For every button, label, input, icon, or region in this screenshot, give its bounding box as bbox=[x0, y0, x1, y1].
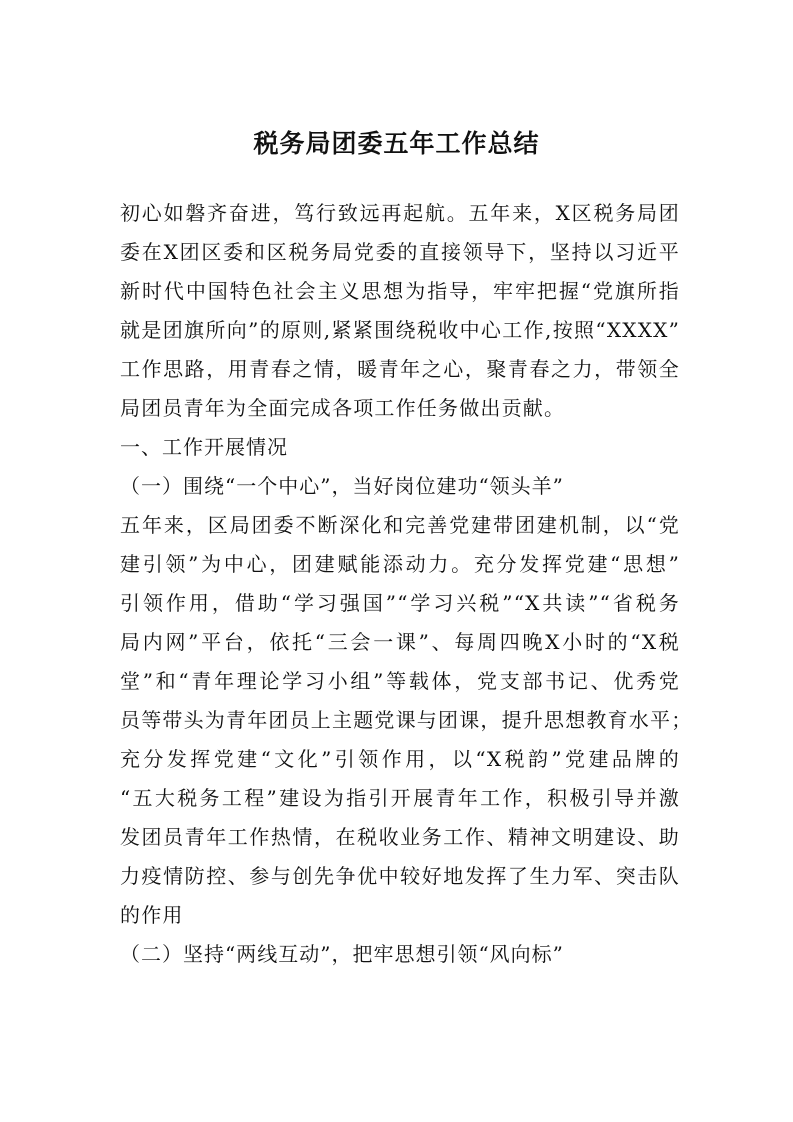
subsection-heading: （一）围绕“一个中心”，当好岗位建功“领头羊” bbox=[120, 474, 564, 498]
section-heading: 一、工作开展情况 bbox=[120, 435, 288, 459]
paragraph-line: 力疫情防控、参与创先争优中较好地发挥了生力军、突击队 bbox=[120, 864, 680, 888]
paragraph-line: 就是团旗所向”的原则,紧紧围绕税收中心工作,按照“XXXX” bbox=[120, 318, 680, 342]
paragraph-line: 建引领”为中心，团建赋能添动力。充分发挥党建“思想” bbox=[120, 552, 680, 576]
paragraph-line: 五年来，区局团委不断深化和完善党建带团建机制，以“党 bbox=[120, 513, 680, 537]
paragraph-line: 委在X团区委和区税务局党委的直接领导下，坚持以习近平 bbox=[120, 240, 680, 264]
paragraph-line: 充分发挥党建“文化”引领作用，以“X税韵”党建品牌的 bbox=[120, 747, 680, 771]
paragraph-line: 工作思路，用青春之情，暖青年之心，聚青春之力，带领全 bbox=[120, 357, 680, 381]
paragraph-line: 局团员青年为全面完成各项工作任务做出贡献。 bbox=[120, 396, 566, 420]
paragraph-line: 新时代中国特色社会主义思想为指导，牢牢把握“党旗所指 bbox=[120, 279, 680, 303]
paragraph-line: 局内网”平台，依托“三会一课”、每周四晚X小时的“X税 bbox=[120, 630, 680, 654]
document-title: 税务局团委五年工作总结 bbox=[253, 129, 540, 158]
paragraph-line: 发团员青年工作热情，在税收业务工作、精神文明建设、助 bbox=[120, 825, 680, 849]
paragraph-line: “五大税务工程”建设为指引开展青年工作，积极引导并激 bbox=[120, 786, 680, 810]
subsection-heading: （二）坚持“两线互动”，把牢思想引领“风向标” bbox=[120, 942, 564, 966]
paragraph-line: 的作用 bbox=[120, 903, 184, 927]
document-body bbox=[120, 194, 693, 974]
paragraph-line: 引领作用，借助“学习强国”“学习兴税”“X共读”“省税务 bbox=[120, 591, 680, 615]
paragraph-line: 初心如磐齐奋进，笃行致远再起航。五年来，X区税务局团 bbox=[120, 201, 680, 225]
paragraph-line: 堂”和“青年理论学习小组”等载体，党支部书记、优秀党 bbox=[120, 669, 680, 693]
paragraph-line: 员等带头为青年团员上主题党课与团课，提升思想教育水平； bbox=[120, 708, 693, 732]
